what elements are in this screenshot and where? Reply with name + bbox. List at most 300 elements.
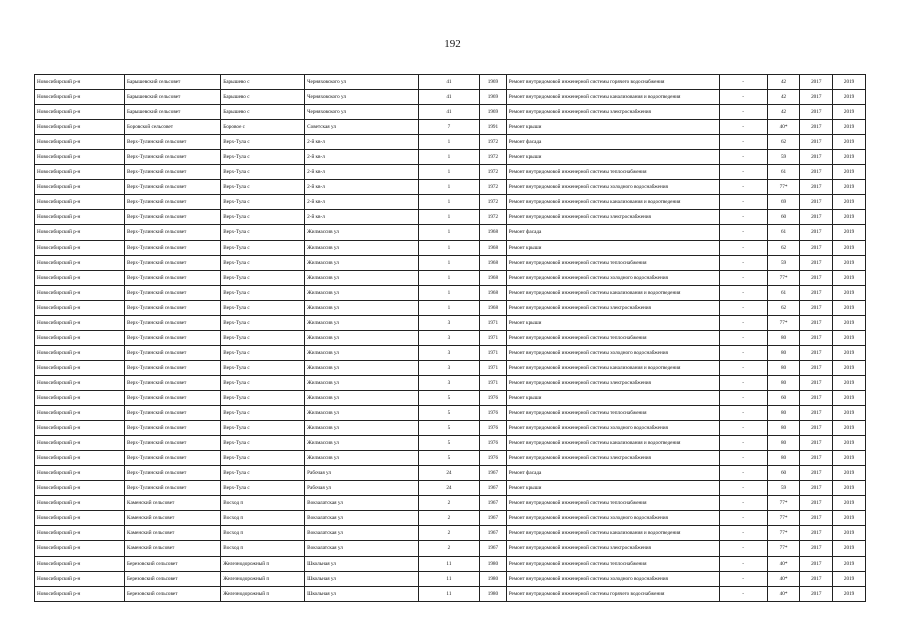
table-row (35, 135, 866, 150)
table-row (35, 406, 866, 421)
start-year-cell: 2017 (800, 120, 833, 135)
work-type-cell: Ремонт фасада (506, 225, 719, 240)
street-cell: Школьная ул (305, 586, 419, 601)
table-row (35, 270, 866, 285)
start-year-cell: 2017 (800, 105, 833, 120)
value-cell: 40* (767, 556, 800, 571)
end-year-cell: 2019 (833, 436, 866, 451)
build-year-cell: 1969 (480, 105, 507, 120)
house-number-cell: 1 (418, 270, 479, 285)
empty-value-cell: - (719, 285, 767, 300)
table-row (35, 225, 866, 240)
empty-value-cell: - (719, 390, 767, 405)
house-number-cell: 1 (418, 135, 479, 150)
street-cell: 2-й кв-л (305, 195, 419, 210)
council-cell: Верх-Тулинский сельсовет (125, 390, 221, 405)
house-number-cell: 1 (418, 300, 479, 315)
street-cell: Жилмассив ул (305, 375, 419, 390)
table-row (35, 90, 866, 105)
build-year-cell: 1972 (480, 135, 507, 150)
build-year-cell: 1980 (480, 556, 507, 571)
work-type-cell: Ремонт фасада (506, 135, 719, 150)
build-year-cell: 1969 (480, 90, 507, 105)
district-cell: Новосибирский р-н (35, 571, 125, 586)
end-year-cell: 2019 (833, 135, 866, 150)
work-type-cell: Ремонт внутридомовой инженерной системы электроснабжения (506, 451, 719, 466)
start-year-cell: 2017 (800, 210, 833, 225)
build-year-cell: 1972 (480, 210, 507, 225)
value-cell: 59 (767, 255, 800, 270)
empty-value-cell: - (719, 526, 767, 541)
council-cell: Березовский сельсовет (125, 586, 221, 601)
empty-value-cell: - (719, 511, 767, 526)
district-cell: Новосибирский р-н (35, 541, 125, 556)
settlement-cell: Железнодорожный п (221, 586, 305, 601)
district-cell: Новосибирский р-н (35, 406, 125, 421)
house-number-cell: 3 (418, 375, 479, 390)
build-year-cell: 1972 (480, 150, 507, 165)
street-cell: Жилмассив ул (305, 421, 419, 436)
house-number-cell: 3 (418, 345, 479, 360)
end-year-cell: 2019 (833, 330, 866, 345)
settlement-cell: Барышево с (221, 105, 305, 120)
work-type-cell: Ремонт внутридомовой инженерной системы теплоснабжения (506, 406, 719, 421)
house-number-cell: 11 (418, 556, 479, 571)
table-row (35, 315, 866, 330)
end-year-cell: 2019 (833, 481, 866, 496)
work-type-cell: Ремонт внутридомовой инженерной системы холодного водоснабжения (506, 421, 719, 436)
value-cell: 42 (767, 90, 800, 105)
council-cell: Верх-Тулинский сельсовет (125, 165, 221, 180)
end-year-cell: 2019 (833, 225, 866, 240)
start-year-cell: 2017 (800, 330, 833, 345)
empty-value-cell: - (719, 315, 767, 330)
build-year-cell: 1976 (480, 390, 507, 405)
table-row (35, 210, 866, 225)
council-cell: Верх-Тулинский сельсовет (125, 195, 221, 210)
district-cell: Новосибирский р-н (35, 285, 125, 300)
street-cell: 2-й кв-л (305, 210, 419, 225)
page-number: 192 (444, 38, 461, 50)
empty-value-cell: - (719, 586, 767, 601)
settlement-cell: Верх-Тула с (221, 451, 305, 466)
empty-value-cell: - (719, 466, 767, 481)
settlement-cell: Верх-Тула с (221, 270, 305, 285)
build-year-cell: 1967 (480, 466, 507, 481)
street-cell: 2-й кв-л (305, 180, 419, 195)
start-year-cell: 2017 (800, 541, 833, 556)
build-year-cell: 1972 (480, 165, 507, 180)
work-type-cell: Ремонт внутридомовой инженерной системы теплоснабжения (506, 165, 719, 180)
value-cell: 77* (767, 270, 800, 285)
build-year-cell: 1967 (480, 496, 507, 511)
table-row (35, 571, 866, 586)
work-type-cell: Ремонт крыши (506, 481, 719, 496)
council-cell: Верх-Тулинский сельсовет (125, 150, 221, 165)
value-cell: 42 (767, 75, 800, 90)
registry-body (35, 75, 866, 602)
value-cell: 40* (767, 120, 800, 135)
build-year-cell: 1976 (480, 436, 507, 451)
house-number-cell: 5 (418, 421, 479, 436)
start-year-cell: 2017 (800, 135, 833, 150)
street-cell: Жилмассив ул (305, 285, 419, 300)
build-year-cell: 1971 (480, 360, 507, 375)
house-number-cell: 41 (418, 75, 479, 90)
council-cell: Верх-Тулинский сельсовет (125, 360, 221, 375)
settlement-cell: Верх-Тула с (221, 375, 305, 390)
district-cell: Новосибирский р-н (35, 390, 125, 405)
value-cell: 59 (767, 481, 800, 496)
start-year-cell: 2017 (800, 556, 833, 571)
council-cell: Березовский сельсовет (125, 556, 221, 571)
build-year-cell: 1980 (480, 586, 507, 601)
council-cell: Верх-Тулинский сельсовет (125, 255, 221, 270)
settlement-cell: Верх-Тула с (221, 406, 305, 421)
house-number-cell: 5 (418, 436, 479, 451)
council-cell: Верх-Тулинский сельсовет (125, 315, 221, 330)
house-number-cell: 1 (418, 240, 479, 255)
work-type-cell: Ремонт внутридомовой инженерной системы канализования и водоотведения (506, 195, 719, 210)
work-type-cell: Ремонт внутридомовой инженерной системы электроснабжения (506, 375, 719, 390)
district-cell: Новосибирский р-н (35, 451, 125, 466)
start-year-cell: 2017 (800, 195, 833, 210)
empty-value-cell: - (719, 360, 767, 375)
table-row (35, 541, 866, 556)
district-cell: Новосибирский р-н (35, 586, 125, 601)
work-type-cell: Ремонт крыши (506, 315, 719, 330)
work-type-cell: Ремонт внутридомовой инженерной системы холодного водоснабжения (506, 511, 719, 526)
council-cell: Верх-Тулинский сельсовет (125, 135, 221, 150)
table-row (35, 496, 866, 511)
empty-value-cell: - (719, 120, 767, 135)
street-cell: Рабочая ул (305, 481, 419, 496)
build-year-cell: 1968 (480, 270, 507, 285)
house-number-cell: 1 (418, 180, 479, 195)
settlement-cell: Верх-Тула с (221, 255, 305, 270)
house-number-cell: 3 (418, 315, 479, 330)
start-year-cell: 2017 (800, 240, 833, 255)
street-cell: Жилмассив ул (305, 436, 419, 451)
house-number-cell: 41 (418, 90, 479, 105)
house-number-cell: 2 (418, 526, 479, 541)
end-year-cell: 2019 (833, 375, 866, 390)
street-cell: Черняховского ул (305, 75, 419, 90)
table-row (35, 240, 866, 255)
house-number-cell: 3 (418, 360, 479, 375)
empty-value-cell: - (719, 270, 767, 285)
street-cell: 2-й кв-л (305, 150, 419, 165)
value-cell: 80 (767, 451, 800, 466)
start-year-cell: 2017 (800, 421, 833, 436)
settlement-cell: Верх-Тула с (221, 360, 305, 375)
council-cell: Верх-Тулинский сельсовет (125, 225, 221, 240)
settlement-cell: Верх-Тула с (221, 300, 305, 315)
street-cell: 2-й кв-л (305, 165, 419, 180)
house-number-cell: 24 (418, 466, 479, 481)
council-cell: Каменский сельсовет (125, 496, 221, 511)
table-row (35, 451, 866, 466)
street-cell: Вокзалатская ул (305, 526, 419, 541)
end-year-cell: 2019 (833, 541, 866, 556)
table-row (35, 556, 866, 571)
district-cell: Новосибирский р-н (35, 210, 125, 225)
build-year-cell: 1968 (480, 255, 507, 270)
district-cell: Новосибирский р-н (35, 150, 125, 165)
end-year-cell: 2019 (833, 586, 866, 601)
settlement-cell: Верх-Тула с (221, 225, 305, 240)
street-cell: Жилмассив ул (305, 270, 419, 285)
value-cell: 60 (767, 210, 800, 225)
empty-value-cell: - (719, 556, 767, 571)
work-type-cell: Ремонт фасада (506, 466, 719, 481)
work-type-cell: Ремонт крыши (506, 150, 719, 165)
table-row (35, 526, 866, 541)
house-number-cell: 5 (418, 390, 479, 405)
house-number-cell: 1 (418, 255, 479, 270)
district-cell: Новосибирский р-н (35, 466, 125, 481)
value-cell: 77* (767, 511, 800, 526)
end-year-cell: 2019 (833, 300, 866, 315)
work-type-cell: Ремонт внутридомовой инженерной системы электроснабжения (506, 210, 719, 225)
end-year-cell: 2019 (833, 315, 866, 330)
street-cell: Жилмассив ул (305, 300, 419, 315)
empty-value-cell: - (719, 436, 767, 451)
value-cell: 69 (767, 195, 800, 210)
build-year-cell: 1967 (480, 511, 507, 526)
value-cell: 77* (767, 526, 800, 541)
table-row (35, 466, 866, 481)
build-year-cell: 1971 (480, 345, 507, 360)
council-cell: Верх-Тулинский сельсовет (125, 180, 221, 195)
council-cell: Верх-Тулинский сельсовет (125, 406, 221, 421)
district-cell: Новосибирский р-н (35, 75, 125, 90)
district-cell: Новосибирский р-н (35, 105, 125, 120)
empty-value-cell: - (719, 240, 767, 255)
end-year-cell: 2019 (833, 571, 866, 586)
start-year-cell: 2017 (800, 511, 833, 526)
street-cell: Жилмассив ул (305, 406, 419, 421)
work-type-cell: Ремонт внутридомовой инженерной системы теплоснабжения (506, 255, 719, 270)
build-year-cell: 1976 (480, 406, 507, 421)
district-cell: Новосибирский р-н (35, 120, 125, 135)
council-cell: Барышевский сельсовет (125, 105, 221, 120)
build-year-cell: 1976 (480, 451, 507, 466)
house-number-cell: 11 (418, 586, 479, 601)
street-cell: Жилмассив ул (305, 255, 419, 270)
street-cell: Жилмассив ул (305, 225, 419, 240)
table-row (35, 180, 866, 195)
settlement-cell: Верх-Тула с (221, 150, 305, 165)
build-year-cell: 1967 (480, 526, 507, 541)
street-cell: Жилмассив ул (305, 390, 419, 405)
house-number-cell: 1 (418, 165, 479, 180)
empty-value-cell: - (719, 496, 767, 511)
house-number-cell: 1 (418, 285, 479, 300)
value-cell: 77* (767, 496, 800, 511)
work-type-cell: Ремонт внутридомовой инженерной системы электроснабжения (506, 300, 719, 315)
build-year-cell: 1969 (480, 75, 507, 90)
table-row (35, 390, 866, 405)
end-year-cell: 2019 (833, 180, 866, 195)
start-year-cell: 2017 (800, 360, 833, 375)
empty-value-cell: - (719, 541, 767, 556)
value-cell: 77* (767, 315, 800, 330)
house-number-cell: 5 (418, 406, 479, 421)
street-cell: Жилмассив ул (305, 330, 419, 345)
settlement-cell: Верх-Тула с (221, 240, 305, 255)
end-year-cell: 2019 (833, 556, 866, 571)
council-cell: Верх-Тулинский сельсовет (125, 300, 221, 315)
start-year-cell: 2017 (800, 390, 833, 405)
value-cell: 62 (767, 300, 800, 315)
empty-value-cell: - (719, 451, 767, 466)
street-cell: Жилмассив ул (305, 315, 419, 330)
work-type-cell: Ремонт внутридомовой инженерной системы горячего водоснабжения (506, 75, 719, 90)
end-year-cell: 2019 (833, 75, 866, 90)
settlement-cell: Верх-Тула с (221, 285, 305, 300)
work-type-cell: Ремонт внутридомовой инженерной системы электроснабжения (506, 105, 719, 120)
empty-value-cell: - (719, 345, 767, 360)
start-year-cell: 2017 (800, 345, 833, 360)
end-year-cell: 2019 (833, 285, 866, 300)
work-type-cell: Ремонт внутридомовой инженерной системы холодного водоснабжения (506, 270, 719, 285)
value-cell: 61 (767, 225, 800, 240)
build-year-cell: 1980 (480, 571, 507, 586)
district-cell: Новосибирский р-н (35, 556, 125, 571)
end-year-cell: 2019 (833, 496, 866, 511)
build-year-cell: 1968 (480, 225, 507, 240)
value-cell: 80 (767, 330, 800, 345)
table-row (35, 375, 866, 390)
end-year-cell: 2019 (833, 390, 866, 405)
work-type-cell: Ремонт внутридомовой инженерной системы теплоснабжения (506, 556, 719, 571)
empty-value-cell: - (719, 481, 767, 496)
house-number-cell: 1 (418, 225, 479, 240)
start-year-cell: 2017 (800, 270, 833, 285)
settlement-cell: Верх-Тула с (221, 390, 305, 405)
street-cell: Черняховского ул (305, 90, 419, 105)
work-type-cell: Ремонт внутридомовой инженерной системы канализования и водоотведения (506, 436, 719, 451)
end-year-cell: 2019 (833, 526, 866, 541)
start-year-cell: 2017 (800, 466, 833, 481)
work-type-cell: Ремонт внутридомовой инженерной системы холодного водоснабжения (506, 180, 719, 195)
settlement-cell: Верх-Тула с (221, 481, 305, 496)
table-row (35, 150, 866, 165)
start-year-cell: 2017 (800, 436, 833, 451)
empty-value-cell: - (719, 90, 767, 105)
settlement-cell: Железнодорожный п (221, 571, 305, 586)
street-cell: Школьная ул (305, 556, 419, 571)
end-year-cell: 2019 (833, 345, 866, 360)
table-row (35, 285, 866, 300)
value-cell: 62 (767, 135, 800, 150)
settlement-cell: Верх-Тула с (221, 466, 305, 481)
end-year-cell: 2019 (833, 150, 866, 165)
district-cell: Новосибирский р-н (35, 240, 125, 255)
council-cell: Каменский сельсовет (125, 511, 221, 526)
table-row (35, 300, 866, 315)
house-number-cell: 1 (418, 195, 479, 210)
empty-value-cell: - (719, 375, 767, 390)
street-cell: Жилмассив ул (305, 360, 419, 375)
house-number-cell: 7 (418, 120, 479, 135)
build-year-cell: 1968 (480, 300, 507, 315)
council-cell: Верх-Тулинский сельсовет (125, 421, 221, 436)
build-year-cell: 1972 (480, 195, 507, 210)
street-cell: Школьная ул (305, 571, 419, 586)
district-cell: Новосибирский р-н (35, 180, 125, 195)
house-number-cell: 3 (418, 330, 479, 345)
settlement-cell: Восход п (221, 511, 305, 526)
district-cell: Новосибирский р-н (35, 270, 125, 285)
street-cell: Советская ул (305, 120, 419, 135)
end-year-cell: 2019 (833, 421, 866, 436)
empty-value-cell: - (719, 225, 767, 240)
end-year-cell: 2019 (833, 90, 866, 105)
settlement-cell: Верх-Тула с (221, 165, 305, 180)
work-type-cell: Ремонт внутридомовой инженерной системы холодного водоснабжения (506, 571, 719, 586)
end-year-cell: 2019 (833, 451, 866, 466)
district-cell: Новосибирский р-н (35, 511, 125, 526)
settlement-cell: Верх-Тула с (221, 330, 305, 345)
table-row (35, 120, 866, 135)
street-cell: Жилмассив ул (305, 345, 419, 360)
start-year-cell: 2017 (800, 406, 833, 421)
empty-value-cell: - (719, 180, 767, 195)
table-row (35, 255, 866, 270)
value-cell: 61 (767, 165, 800, 180)
build-year-cell: 1991 (480, 120, 507, 135)
value-cell: 40* (767, 571, 800, 586)
district-cell: Новосибирский р-н (35, 526, 125, 541)
table-row (35, 330, 866, 345)
end-year-cell: 2019 (833, 406, 866, 421)
empty-value-cell: - (719, 195, 767, 210)
start-year-cell: 2017 (800, 150, 833, 165)
value-cell: 40* (767, 586, 800, 601)
start-year-cell: 2017 (800, 300, 833, 315)
house-number-cell: 5 (418, 451, 479, 466)
council-cell: Верх-Тулинский сельсовет (125, 345, 221, 360)
empty-value-cell: - (719, 150, 767, 165)
start-year-cell: 2017 (800, 571, 833, 586)
empty-value-cell: - (719, 135, 767, 150)
district-cell: Новосибирский р-н (35, 421, 125, 436)
table-row (35, 421, 866, 436)
settlement-cell: Восход п (221, 496, 305, 511)
council-cell: Верх-Тулинский сельсовет (125, 436, 221, 451)
empty-value-cell: - (719, 210, 767, 225)
house-number-cell: 2 (418, 496, 479, 511)
district-cell: Новосибирский р-н (35, 345, 125, 360)
district-cell: Новосибирский р-н (35, 255, 125, 270)
end-year-cell: 2019 (833, 255, 866, 270)
work-type-cell: Ремонт внутридомовой инженерной системы горячего водоснабжения (506, 586, 719, 601)
district-cell: Новосибирский р-н (35, 195, 125, 210)
empty-value-cell: - (719, 255, 767, 270)
council-cell: Верх-Тулинский сельсовет (125, 285, 221, 300)
end-year-cell: 2019 (833, 210, 866, 225)
end-year-cell: 2019 (833, 240, 866, 255)
settlement-cell: Боровое с (221, 120, 305, 135)
start-year-cell: 2017 (800, 165, 833, 180)
build-year-cell: 1972 (480, 180, 507, 195)
end-year-cell: 2019 (833, 270, 866, 285)
start-year-cell: 2017 (800, 285, 833, 300)
house-number-cell: 2 (418, 511, 479, 526)
district-cell: Новосибирский р-н (35, 135, 125, 150)
